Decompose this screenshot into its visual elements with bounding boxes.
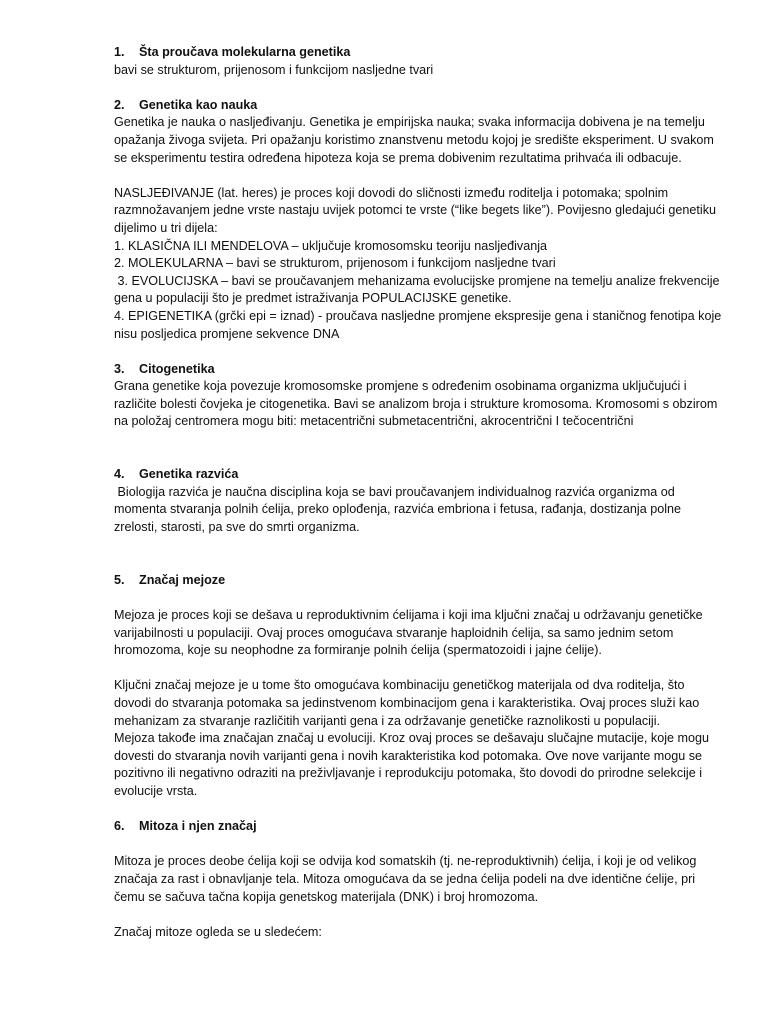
text-line: se eksperimentu testira određena hipoteza koja se prema dobivenim rezultatima prihvaća ili odbacuje. xyxy=(114,150,682,165)
text-line: dijelimo u tri dijela: xyxy=(114,220,218,235)
text-line: Mejoza takođe ima značajan značaj u evoluciji. Kroz ovaj proces se dešavaju slučajne mutacije, koje mogu xyxy=(114,731,710,746)
section-heading-2 xyxy=(114,97,728,115)
text-line: NASLJEĐIVANJE (lat. heres) je proces koji dovodi do sličnosti između roditelja i potomaka; spolnim xyxy=(114,185,669,200)
text-line: momenta stvaranja polnih ćelija, preko oplođenja, razvića embriona i fetusa, rađanja, dostizanja polne xyxy=(114,502,682,517)
text-line: nisu posljedica promjene sekvence DNA xyxy=(114,326,340,341)
section-title: Mitoza i njen značaj xyxy=(139,819,257,834)
text-line: pozitivno ili negativno odraziti na preživljavanje i reprodukciju potomaka, što dovodi do prirodne selekcije i xyxy=(114,766,703,781)
list-item: 4. EPIGENETIKA (grčki epi = iznad) - proučava nasljedne promjene ekspresije gena i staničnog fenotipa koje xyxy=(114,308,722,323)
list-item: 1. KLASIČNA ILI MENDELOVA – uključuje kromosomsku teoriju nasljeđivanja xyxy=(114,238,548,253)
text-line: Ključni značaj mejoze je u tome što omogućava kombinaciju genetičkog materijala od dva roditelja, što xyxy=(114,678,685,693)
section-heading-1 xyxy=(114,44,728,62)
text-line: varijabilnosti u populaciji. Ovaj proces omogućava stvaranje haploidnih ćelija, sa samo jednim setom xyxy=(114,625,674,640)
section-number: 4. xyxy=(114,467,125,482)
section-heading-4 xyxy=(114,466,728,484)
paragraph xyxy=(114,378,728,431)
text-line: Genetika je nauka o nasljeđivanju. Genetika je empirijska nauka; svaka informacija dobivena je na temelju xyxy=(114,115,705,130)
text-line: Mitoza je proces deobe ćelija koji se odvija kod somatskih (tj. ne-reproduktivnih) ćelija, i koji je od velikog xyxy=(114,854,697,869)
text-line: bavi se strukturom, prijenosom i funkcijom nasljedne tvari xyxy=(114,62,434,77)
text-line: evolucije vrsta. xyxy=(114,783,198,798)
section-title: Citogenetika xyxy=(139,361,215,376)
text-line: razmnožavanjem jedne vrste nastaju uvijek potomci te vrste (“like begets like”). Povijesno gledajući genetiku xyxy=(114,203,716,218)
section-heading-6 xyxy=(114,818,728,836)
text-line: dovodi do stvaranja potomaka sa jedinstvenom kombinacijom gena i karakteristika. Ovaj proces služi kao xyxy=(114,695,700,710)
section-title: Genetika razvića xyxy=(139,467,239,482)
text-line: mehanizam za stvaranje različitih varijanti gena i za održavanje genetičke raznolikosti u populaciji. xyxy=(114,713,661,728)
text-line: na položaj centromera mogu biti: metacentrični submetacentrični, akrocentrični I tečocentrični xyxy=(114,414,634,429)
list-item: 2. MOLEKULARNA – bavi se strukturom, prijenosom i funkcijom nasljedne tvari xyxy=(114,256,556,271)
text-line: opažanja živoga svijeta. Pri opažanju koristimo znanstvenu metodu kojoj je središte eksperiment. U svakom xyxy=(114,132,714,147)
text-line: Značaj mitoze ogleda se u sledećem: xyxy=(114,924,322,939)
text-line: hromozoma, koje su neophodne za formiranje polnih ćelija (spermatozoidi i jajne ćelije). xyxy=(114,643,602,658)
paragraph xyxy=(114,607,728,660)
paragraph xyxy=(114,185,728,343)
section-title: Genetika kao nauka xyxy=(139,97,258,112)
list-item: 3. EVOLUCIJSKA – bavi se proučavanjem mehanizama evolucijske promjene na temelju analize frekvencije xyxy=(114,273,720,288)
section-number: 1. xyxy=(114,45,125,59)
text-line: Mejoza je proces koji se dešava u reproduktivnim ćelijama i koji ima ključni značaj u održavanju genetičke xyxy=(114,608,703,622)
section-number: 3. xyxy=(114,361,125,376)
section-heading-5 xyxy=(114,572,728,590)
text-line: značaja za rast i obnavljanje tela. Mitoza omogućava da se jedna ćelija podeli na dve identične ćelije, pri xyxy=(114,871,696,886)
section-number: 6. xyxy=(114,819,125,834)
paragraph xyxy=(114,853,728,906)
section-number: 2. xyxy=(114,97,125,112)
text-line: Biologija razvića je naučna disciplina koja se bavi proučavanjem individualnog razvića organizma od xyxy=(114,484,675,499)
paragraph xyxy=(114,114,728,167)
paragraph xyxy=(114,62,728,80)
section-heading-3 xyxy=(114,361,728,379)
paragraph xyxy=(114,484,728,537)
text-line: Grana genetike koja povezuje kromosomske promjene s određenim osobinama organizma uključujući i xyxy=(114,379,687,394)
section-title: Značaj mejoze xyxy=(139,572,226,587)
section-number: 5. xyxy=(114,572,125,587)
text-line: gena u populaciji što je predmet istraživanja POPULACIJSKE genetike. xyxy=(114,291,512,306)
section-title: Šta proučava molekularna genetika xyxy=(139,45,351,59)
paragraph xyxy=(114,924,728,942)
text-line: dovesti do stvaranja novih varijanti gena i novih karakteristika kod potomaka. Ove nove varijante mogu se xyxy=(114,748,703,763)
text-line: različite bolesti čovjeka je citogenetika. Bavi se analizom broja i strukture kromosoma. Kromosomi s obzirom xyxy=(114,396,718,411)
text-line: zrelosti, starosti, pa sve do smrti organizma. xyxy=(114,520,360,535)
paragraph xyxy=(114,677,728,800)
text-line: čemu se sačuva tačna kopija genetskog materijala (DNK) i broj hromozoma. xyxy=(114,889,539,904)
